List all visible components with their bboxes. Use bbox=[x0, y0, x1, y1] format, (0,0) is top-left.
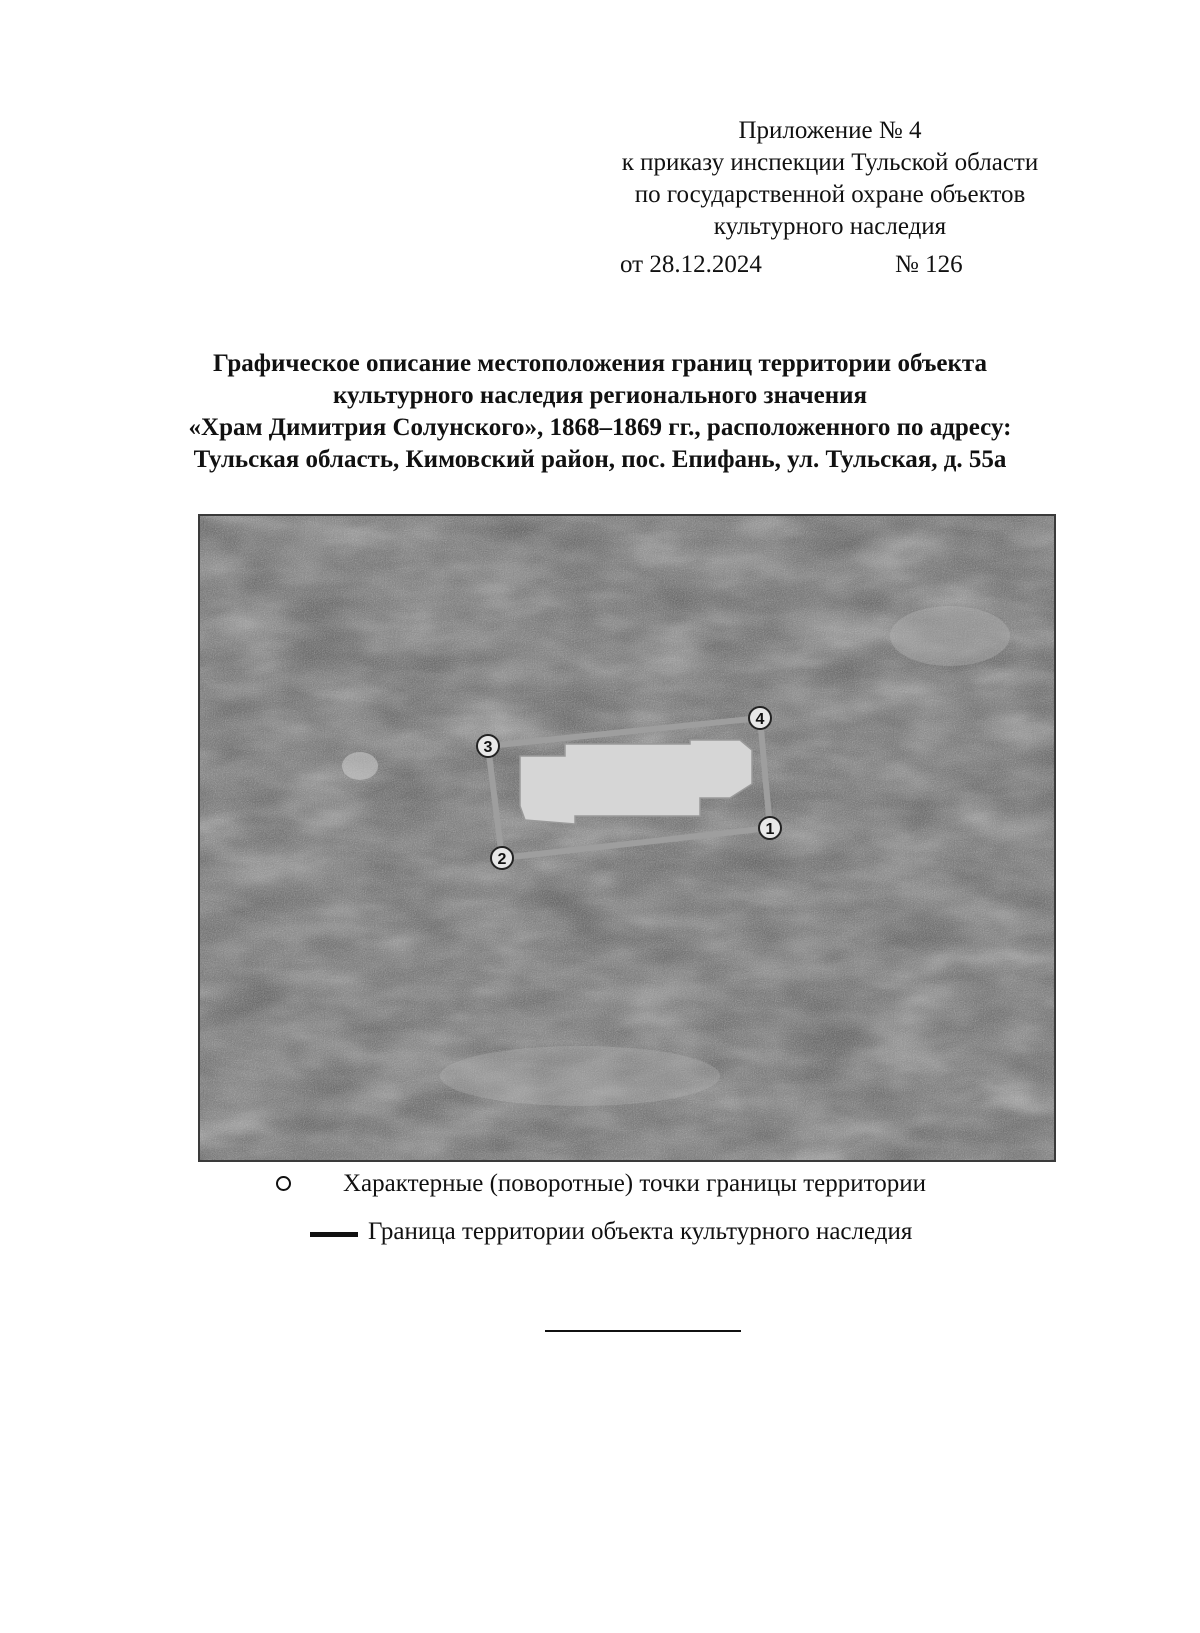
map-svg bbox=[200, 516, 1054, 1160]
title-line-4: Тульская область, Кимовский район, пос. Епифань, ул. Тульская, д. 55а bbox=[193, 446, 1007, 473]
annex-line-3: по государственной охране объектов bbox=[634, 181, 1026, 208]
annex-line-4: культурного наследия bbox=[713, 213, 947, 240]
boundary-point-2 bbox=[491, 847, 513, 869]
order-date: от 28.12.2024 bbox=[620, 251, 762, 278]
annex-title: Приложение № 4 bbox=[738, 117, 922, 144]
boundary-point-3 bbox=[477, 735, 499, 757]
boundary-point-4 bbox=[749, 707, 771, 729]
order-date-number-row bbox=[560, 249, 1100, 281]
boundary-line-icon bbox=[310, 1232, 358, 1237]
legend-boundary-row bbox=[270, 1216, 1030, 1248]
annex-header bbox=[560, 115, 1100, 281]
light-area-left bbox=[342, 752, 378, 780]
title-line-1: Графическое описание местоположения границ территории объекта bbox=[212, 350, 987, 377]
map-legend bbox=[270, 1168, 1030, 1264]
legend-points-label: Характерные (поворотные) точки границы территории bbox=[343, 1170, 926, 1197]
annex-line-2: к приказу инспекции Тульской области bbox=[621, 149, 1039, 176]
end-separator-line bbox=[545, 1330, 741, 1332]
document-title bbox=[130, 348, 1070, 476]
boundary-point-3-label: 3 bbox=[483, 739, 493, 756]
title-line-2: культурного наследия регионального значения bbox=[332, 382, 868, 409]
boundary-point-2-label: 2 bbox=[497, 851, 507, 868]
boundary-point-1-label: 1 bbox=[765, 821, 775, 838]
light-area-right bbox=[890, 606, 1010, 666]
light-area-bottom bbox=[440, 1046, 720, 1106]
order-number: № 126 bbox=[895, 251, 963, 278]
legend-boundary-label: Граница территории объекта культурного наследия bbox=[368, 1218, 913, 1245]
legend-points-row bbox=[270, 1168, 1030, 1200]
point-symbol-icon bbox=[276, 1176, 291, 1191]
satellite-map bbox=[198, 514, 1056, 1162]
boundary-point-1 bbox=[759, 817, 781, 839]
boundary-point-4-label: 4 bbox=[755, 711, 765, 728]
title-line-3: «Храм Димитрия Солунского», 1868–1869 гг., расположенного по адресу: bbox=[188, 414, 1012, 441]
